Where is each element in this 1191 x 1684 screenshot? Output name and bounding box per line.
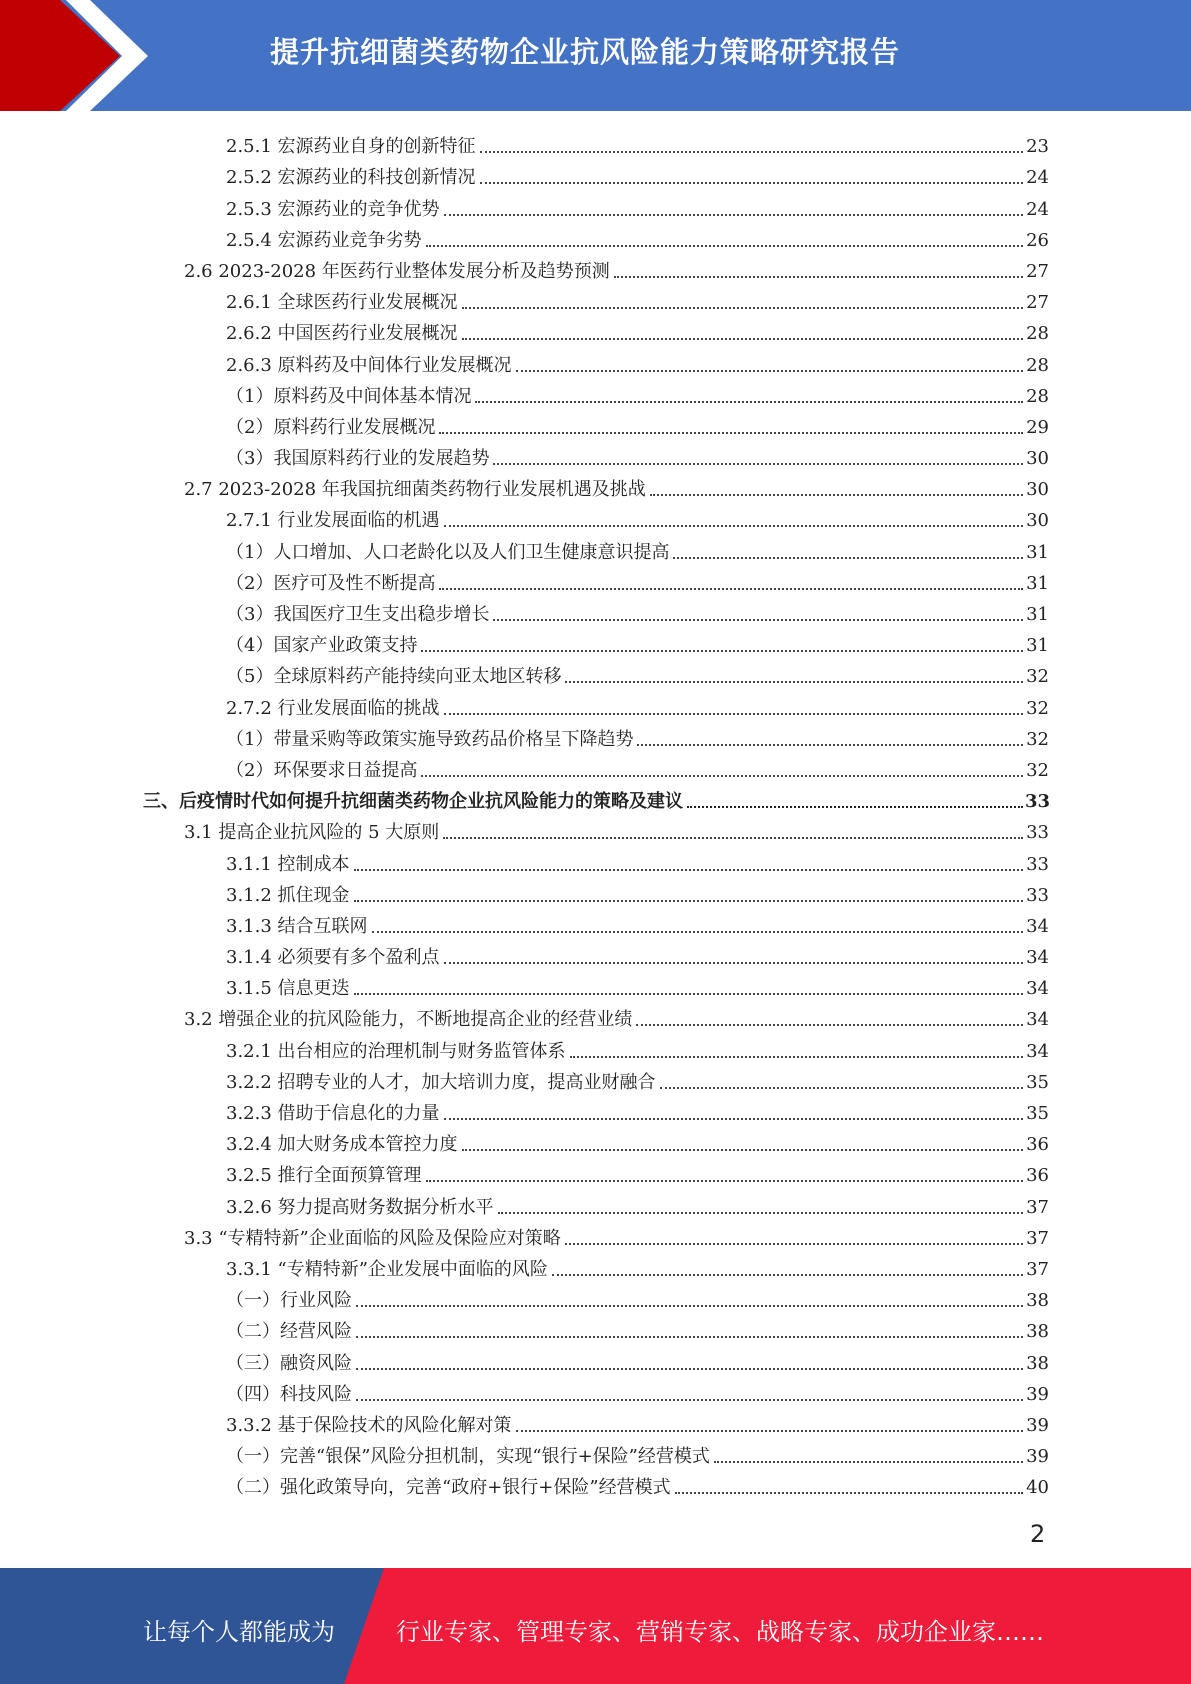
toc-dot-leader <box>475 401 1023 403</box>
toc-entry[interactable] <box>0 1312 1191 1343</box>
toc-entry[interactable] <box>0 844 1191 875</box>
toc-entry[interactable] <box>0 252 1191 283</box>
toc-dot-leader <box>426 245 1023 247</box>
toc-entry-page: 30 <box>1026 448 1049 470</box>
toc-entry[interactable] <box>0 501 1191 532</box>
toc-entry-label: （四）科技风险 <box>226 1383 352 1405</box>
toc-entry-label: 2.5.4 宏源药业竞争劣势 <box>226 229 422 251</box>
toc-entry-page: 34 <box>1026 947 1049 969</box>
toc-entry[interactable] <box>0 439 1191 470</box>
toc-entry-label: 3.2.5 推行全面预算管理 <box>226 1165 422 1187</box>
toc-entry[interactable] <box>0 127 1191 158</box>
toc-entry-label: 3.1.2 抓住现金 <box>226 884 350 906</box>
toc-entry-page: 39 <box>1026 1414 1049 1436</box>
toc-entry[interactable] <box>0 1094 1191 1125</box>
toc-entry-label: 3.3.1 “专精特新”企业发展中面临的风险 <box>226 1258 548 1280</box>
toc-entry-page: 36 <box>1026 1134 1049 1156</box>
toc-entry-page: 33 <box>1026 884 1049 906</box>
toc-entry-label: 2.6.3 原料药及中间体行业发展概况 <box>226 354 512 376</box>
toc-entry[interactable] <box>0 1156 1191 1187</box>
toc-entry-page: 33 <box>1026 853 1049 875</box>
toc-entry-page: 36 <box>1026 1165 1049 1187</box>
toc-entry-label: （1）人口增加、人口老龄化以及人们卫生健康意识提高 <box>226 541 670 563</box>
toc-dot-leader <box>444 1118 1023 1120</box>
toc-dot-leader <box>439 432 1023 434</box>
toc-entry-label: （三）融资风险 <box>226 1352 352 1374</box>
toc-entry[interactable] <box>0 1406 1191 1437</box>
toc-entry-label: （二）强化政策导向，完善“政府+银行+保险”经营模式 <box>226 1477 671 1499</box>
toc-entry-page: 35 <box>1026 1071 1049 1093</box>
toc-entry-label: 2.5.2 宏源药业的科技创新情况 <box>226 167 476 189</box>
toc-dot-leader <box>516 1430 1023 1432</box>
toc-entry[interactable] <box>0 314 1191 345</box>
toc-entry-label: 3.2.3 借助于信息化的力量 <box>226 1103 440 1124</box>
toc-entry[interactable] <box>0 876 1191 907</box>
report-title: 提升抗细菌类药物企业抗风险能力策略研究报告 <box>270 35 901 69</box>
toc-entry-page: 39 <box>1026 1446 1049 1468</box>
footer-banner <box>0 1568 1191 1684</box>
toc-entry-label: （1）原料药及中间体基本情况 <box>226 385 472 407</box>
toc-entry[interactable] <box>0 158 1191 189</box>
toc-dot-leader <box>354 900 1023 902</box>
toc-entry-page: 34 <box>1026 978 1049 1000</box>
toc-dot-leader <box>444 525 1023 527</box>
toc-entry[interactable] <box>0 688 1191 719</box>
toc-entry-label: 3.2.1 出台相应的治理机制与财务监管体系 <box>226 1040 566 1062</box>
toc-entry-page: 37 <box>1026 1196 1049 1218</box>
toc-dot-leader <box>462 307 1023 309</box>
toc-entry-page: 35 <box>1026 1103 1049 1124</box>
toc-entry-label: （一）行业风险 <box>226 1290 352 1312</box>
toc-entry-label: 2.6.1 全球医药行业发展概况 <box>226 292 458 314</box>
toc-entry[interactable] <box>0 408 1191 439</box>
toc-entry[interactable] <box>0 1375 1191 1406</box>
toc-entry-page: 30 <box>1026 479 1049 501</box>
toc-dot-leader <box>444 962 1023 964</box>
toc-dot-leader <box>565 681 1023 683</box>
footer-slogan-left: 让每个人都能成为 <box>143 1618 335 1646</box>
toc-entry-label: 2.6.2 中国医药行业发展概况 <box>226 323 458 345</box>
toc-entry-page: 28 <box>1026 354 1049 376</box>
toc-entry[interactable] <box>0 1250 1191 1281</box>
toc-entry-page: 23 <box>1026 136 1049 158</box>
toc-entry[interactable] <box>0 1437 1191 1468</box>
toc-dot-leader <box>565 1243 1023 1245</box>
toc-entry[interactable] <box>0 1281 1191 1312</box>
toc-entry-page: 31 <box>1026 635 1049 657</box>
toc-entry-page: 26 <box>1026 229 1049 251</box>
toc-entry-label: 3.2.2 招聘专业的人才，加大培训力度，提高业财融合 <box>226 1071 656 1093</box>
toc-dot-leader <box>714 1461 1023 1463</box>
toc-dot-leader <box>356 1305 1023 1307</box>
toc-dot-leader <box>614 276 1023 278</box>
toc-dot-leader <box>356 1368 1023 1370</box>
toc-entry-label: （1）带量采购等政策实施导致药品价格呈下降趋势 <box>226 728 634 750</box>
toc-entry-label: （3）我国原料药行业的发展趋势 <box>226 448 490 470</box>
toc-dot-leader <box>650 494 1023 496</box>
toc-entry[interactable] <box>0 938 1191 969</box>
toc-dot-leader <box>439 588 1023 590</box>
toc-entry-label: 2.7 2023-2028 年我国抗细菌类药物行业发展机遇及挑战 <box>184 479 646 501</box>
toc-entry-page: 39 <box>1026 1383 1049 1405</box>
toc-entry-page: 31 <box>1026 604 1049 625</box>
toc-entry-label: 3.2.4 加大财务成本管控力度 <box>226 1134 458 1156</box>
toc-entry-label: 2.5.3 宏源药业的竞争优势 <box>226 198 440 220</box>
toc-entry-label: 3.3.2 基于保险技术的风险化解对策 <box>226 1414 512 1436</box>
toc-entry-page: 31 <box>1026 572 1049 594</box>
toc-dot-leader <box>444 713 1023 715</box>
toc-entry[interactable] <box>0 1187 1191 1218</box>
toc-entry[interactable] <box>0 1000 1191 1031</box>
toc-entry-page: 28 <box>1026 323 1049 345</box>
toc-entry-page: 27 <box>1026 292 1049 314</box>
toc-entry-page: 32 <box>1026 759 1049 781</box>
toc-dot-leader <box>444 214 1023 216</box>
toc-entry-page: 29 <box>1026 416 1049 438</box>
toc-entry[interactable] <box>0 221 1191 252</box>
toc-entry[interactable] <box>0 657 1191 688</box>
toc-dot-leader <box>480 182 1023 184</box>
toc-dot-leader <box>443 837 1023 839</box>
toc-entry-label: （2）原料药行业发展概况 <box>226 416 436 438</box>
toc-entry-label: 3.1.1 控制成本 <box>226 853 350 875</box>
toc-dot-leader <box>354 993 1023 995</box>
toc-entry-label: （2）医疗可及性不断提高 <box>226 572 436 594</box>
toc-entry-label: （3）我国医疗卫生支出稳步增长 <box>226 604 490 625</box>
toc-dot-leader <box>462 338 1023 340</box>
table-of-contents <box>0 127 1191 1499</box>
toc-entry-page: 33 <box>1025 791 1051 813</box>
toc-entry-page: 28 <box>1026 385 1049 407</box>
toc-dot-leader <box>493 619 1023 621</box>
toc-entry-label: （一）完善“银保”风险分担机制，实现“银行+保险”经营模式 <box>226 1446 710 1468</box>
page-number: 2 <box>1030 1520 1046 1548</box>
toc-entry-page: 32 <box>1026 666 1049 688</box>
toc-entry-label: 3.2 增强企业的抗风险能力，不断地提高企业的经营业绩 <box>184 1009 633 1031</box>
toc-entry[interactable] <box>0 189 1191 220</box>
toc-dot-leader <box>687 806 1023 808</box>
toc-entry-page: 27 <box>1026 260 1049 282</box>
toc-entry-label: 2.5.1 宏源药业自身的创新特征 <box>226 136 476 158</box>
toc-entry-page: 24 <box>1026 167 1049 189</box>
toc-dot-leader <box>660 1087 1023 1089</box>
toc-dot-leader <box>421 775 1023 777</box>
toc-entry[interactable] <box>0 1219 1191 1250</box>
toc-entry-label: 3.1.4 必须要有多个盈利点 <box>226 947 440 969</box>
footer-slogan-right: 行业专家、管理专家、营销专家、战略专家、成功企业家…… <box>396 1618 1044 1646</box>
toc-entry-label: 2.6 2023-2028 年医药行业整体发展分析及趋势预测 <box>184 260 610 282</box>
toc-entry[interactable] <box>0 345 1191 376</box>
toc-dot-leader <box>372 931 1023 933</box>
toc-entry-page: 37 <box>1026 1227 1049 1249</box>
toc-entry[interactable] <box>0 626 1191 657</box>
toc-entry-page: 38 <box>1026 1290 1049 1312</box>
toc-entry[interactable] <box>0 1063 1191 1094</box>
toc-dot-leader <box>637 744 1023 746</box>
toc-entry-label: 3.1.5 信息更迭 <box>226 978 350 1000</box>
toc-entry-page: 38 <box>1026 1352 1049 1374</box>
toc-dot-leader <box>462 1149 1023 1151</box>
toc-entry-label: 3.1.3 结合互联网 <box>226 915 368 937</box>
toc-entry-page: 34 <box>1026 1009 1049 1031</box>
toc-entry-label: 3.3 “专精特新”企业面临的风险及保险应对策略 <box>184 1227 561 1249</box>
toc-dot-leader <box>552 1274 1023 1276</box>
toc-entry-label: （2）环保要求日益提高 <box>226 759 418 781</box>
toc-entry-page: 40 <box>1026 1477 1049 1499</box>
toc-entry[interactable] <box>0 751 1191 782</box>
toc-entry-label: （二）经营风险 <box>226 1321 352 1343</box>
toc-entry[interactable] <box>0 1343 1191 1374</box>
toc-entry-label: （5）全球原料药产能持续向亚太地区转移 <box>226 666 562 688</box>
toc-dot-leader <box>356 1399 1023 1401</box>
toc-entry[interactable] <box>0 720 1191 751</box>
toc-entry-page: 34 <box>1026 915 1049 937</box>
toc-dot-leader <box>675 1492 1023 1494</box>
toc-entry-page: 34 <box>1026 1040 1049 1062</box>
toc-entry[interactable] <box>0 1125 1191 1156</box>
toc-dot-leader <box>421 650 1023 652</box>
toc-entry-label: （4）国家产业政策支持 <box>226 635 418 657</box>
toc-dot-leader <box>570 1056 1023 1058</box>
toc-entry[interactable] <box>0 813 1191 844</box>
toc-entry-label: 2.7.1 行业发展面临的机遇 <box>226 510 440 532</box>
toc-entry[interactable] <box>0 782 1191 813</box>
toc-dot-leader <box>480 151 1023 153</box>
toc-entry[interactable] <box>0 470 1191 501</box>
toc-entry-page: 32 <box>1026 697 1049 719</box>
toc-dot-leader <box>426 1180 1023 1182</box>
toc-entry[interactable] <box>0 595 1191 626</box>
toc-entry[interactable] <box>0 283 1191 314</box>
toc-entry-label: 3.1 提高企业抗风险的 5 大原则 <box>184 822 440 844</box>
toc-entry-page: 37 <box>1026 1258 1049 1280</box>
report-header <box>0 0 1191 111</box>
toc-entry[interactable] <box>0 377 1191 408</box>
toc-entry-label: 三、后疫情时代如何提升抗细菌类药物企业抗风险能力的策略及建议 <box>143 791 683 813</box>
toc-dot-leader <box>493 463 1023 465</box>
toc-dot-leader <box>636 1024 1023 1026</box>
toc-entry[interactable] <box>0 907 1191 938</box>
toc-entry-page: 31 <box>1026 541 1049 563</box>
toc-entry[interactable] <box>0 969 1191 1000</box>
toc-entry[interactable] <box>0 532 1191 563</box>
toc-dot-leader <box>516 370 1023 372</box>
toc-entry-label: 2.7.2 行业发展面临的挑战 <box>226 697 440 719</box>
toc-entry-page: 38 <box>1026 1321 1049 1343</box>
toc-entry[interactable] <box>0 1468 1191 1499</box>
toc-dot-leader <box>354 869 1023 871</box>
toc-dot-leader <box>356 1336 1023 1338</box>
toc-entry-label: 3.2.6 努力提高财务数据分析水平 <box>226 1196 494 1218</box>
toc-entry-page: 24 <box>1026 198 1049 220</box>
toc-entry-page: 33 <box>1026 822 1049 844</box>
toc-entry-page: 30 <box>1026 510 1049 532</box>
toc-dot-leader <box>498 1212 1023 1214</box>
toc-entry[interactable] <box>0 564 1191 595</box>
toc-entry[interactable] <box>0 1031 1191 1062</box>
toc-entry-page: 32 <box>1026 728 1049 750</box>
toc-dot-leader <box>673 557 1023 559</box>
